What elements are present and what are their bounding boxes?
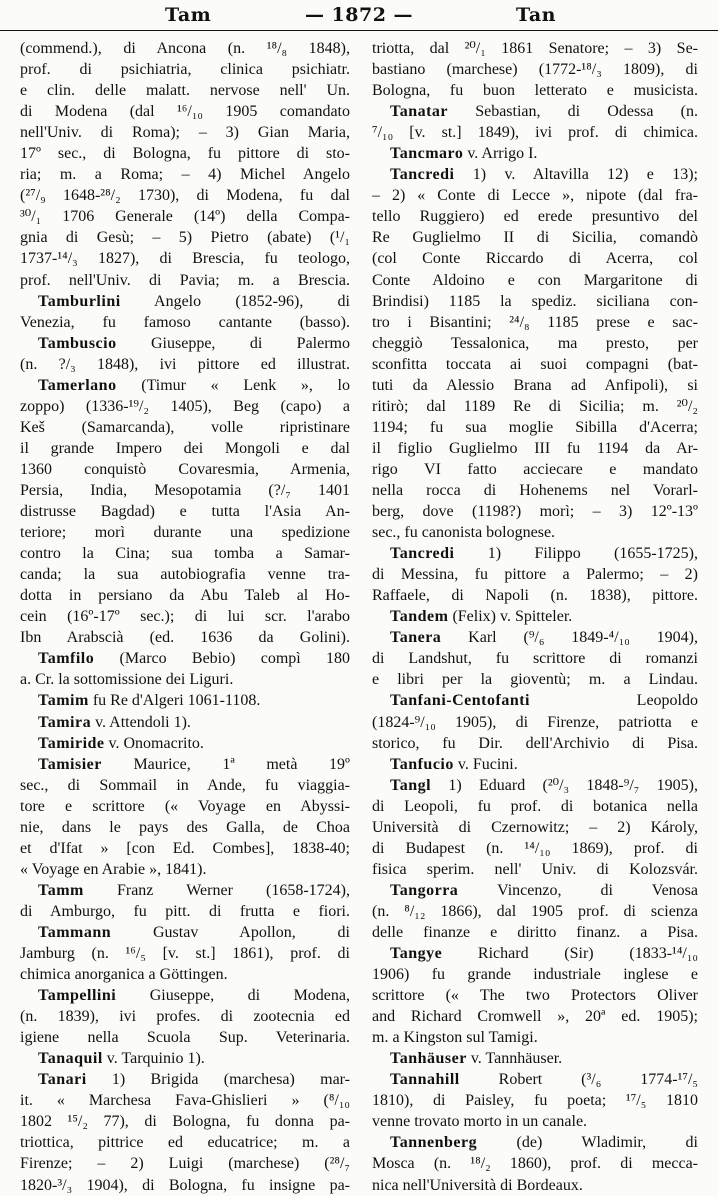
text-line: a. Cr. la sottomissione dei Liguri. (20, 671, 234, 689)
text-line: – 2) « Conte di Lecce », nipote (dal fra- (372, 187, 698, 205)
text-line: canda; la sua autobiografia venne tra- (20, 566, 350, 584)
entry-text: Angelo (1852-96), di (120, 292, 350, 310)
text-line: tello Ruggiero) ed erede presuntivo del (372, 208, 698, 226)
entry-headword: Tanaquil (38, 1050, 103, 1068)
text-line: 1820-³/₃ 1904), di Bologna, fu insigne pa- (20, 1176, 350, 1194)
text-line: di Messina, fu pittore a Palermo; – 2) (372, 566, 698, 584)
entry-headword: Tamira (38, 713, 92, 731)
text-line: venne trovato morto in un canale. (372, 1113, 588, 1131)
text-line: e clin. delle malatt. nervose nell' Un. (20, 82, 350, 100)
text-line (20, 690, 350, 711)
text-line: sconfitta toccata ai suoi compagni (bat- (372, 355, 698, 373)
text-line: (²⁷/₉ 1648-²⁸/₂ 1730), di Modena, fu dal (20, 187, 350, 205)
text-line: 1906) fu grande industriale inglese e (372, 966, 698, 984)
entry-text: v. Fucini. (453, 755, 518, 773)
text-line: Ibn Arabscià (ed. 1636 da Golini). (20, 629, 350, 647)
text-line: Venezia, fu famoso cantante (basso). (20, 313, 350, 331)
text-line: teriore; morì durante una spedizione (20, 524, 350, 542)
entry-headword: Tannahill (390, 1071, 460, 1089)
entry-text: Robert (³/₆ 1774-¹⁷/₅ (459, 1071, 698, 1089)
text-line: (n. ?/₃ 1848), ivi pittore ed illustrat. (20, 355, 350, 373)
entry-text: Richard (Sir) (1833-¹⁴/₁₀ (442, 945, 698, 963)
entry-headword: Tancmaro (390, 145, 464, 163)
right-column (372, 38, 698, 1196)
text-line: di Amburgo, fu pitt. di frutta e fiori. (20, 902, 350, 920)
entry-headword: Tamim (38, 692, 89, 710)
text-line (372, 775, 698, 796)
text-line: tuti da Alessio Brana ad Anfipoli), si (372, 376, 698, 394)
text-line (20, 1048, 350, 1069)
page-header (0, 0, 718, 31)
text-line: ria; m. a Roma; – 4) Michel Angelo (20, 166, 350, 184)
entry-text: fu Re d'Algeri 1061-1108. (88, 692, 261, 710)
entry-headword: Tanfani-Centofanti (390, 692, 530, 710)
entry-headword: Tamisier (38, 755, 102, 773)
text-line (20, 922, 350, 943)
entry-headword: Tandem (390, 608, 449, 626)
entry-text: (Felix) v. Spitteler. (448, 608, 573, 626)
text-line: Firenze; – 2) Luigi (marchese) (²⁸/₇ (20, 1155, 350, 1173)
text-line: 1360 conquistò Covaresmia, Armenia, (20, 460, 350, 478)
text-line: 1737-¹⁴/₃ 1827), di Brescia, fu teologo, (20, 250, 350, 268)
text-line: prof. di psichiatria, clinica psichiatr. (20, 61, 350, 79)
text-line (372, 1048, 698, 1069)
entry-headword: Tancredi (390, 166, 455, 184)
text-line: Università di Czernowitz; – 2) Károly, (372, 818, 698, 836)
text-line: contro la Cina; sua tomba a Samar- (20, 545, 350, 563)
entry-headword: Tangye (390, 945, 443, 963)
text-line (372, 1069, 698, 1090)
entry-text: 1) Eduard (²⁰/₃ 1848-⁹/₇ 1905), (431, 776, 698, 794)
text-line (372, 943, 698, 964)
entry-text: v. Arrigo I. (463, 145, 538, 163)
text-line: ³⁰/₁ 1706 Generale (14º) della Compa- (20, 208, 350, 226)
entry-headword: Tangorra (390, 881, 459, 899)
text-line: delle finanze e diritto finanz. a Pisa. (372, 923, 698, 941)
text-line: nell'Univ. di Roma); – 3) Gian Maria, (20, 124, 350, 142)
text-line: sec., di Sommail in Ande, fu viaggia- (20, 776, 350, 794)
text-line: prof. nell'Univ. di Pavia; m. a Brescia. (20, 271, 350, 289)
text-line: bastiano (marchese) (1772-¹⁸/₃ 1809), di (372, 61, 698, 79)
entry-headword: Tanera (390, 629, 442, 647)
text-line (20, 880, 350, 901)
text-line: il grande Impero dei Mongoli e dal (20, 439, 350, 457)
text-line: 1194; fu sua moglie Sibilla d'Acerra; (372, 418, 698, 436)
entry-text: v. Attendoli 1). (91, 713, 191, 731)
entry-headword: Tamerlano (38, 376, 117, 394)
text-line: Bologna, fu buon letterato e musicista. (372, 82, 698, 100)
entry-headword: Tamfilo (38, 650, 95, 668)
text-line (372, 1132, 698, 1153)
entry-text: v. Onomacrito. (104, 734, 204, 752)
text-line (20, 1069, 350, 1090)
entry-text: Giuseppe, di Modena, (116, 987, 350, 1005)
text-line (372, 754, 698, 775)
text-line: (col Conte Riccardo di Acerra, col (372, 250, 698, 268)
text-line: chimica anorganica a Göttingen. (20, 966, 228, 984)
text-line: Persia, India, Mesopotamia (?/₇ 1401 (20, 481, 350, 499)
entry-text: 1) Filippo (1655-1725), (454, 545, 698, 563)
text-line (372, 143, 698, 164)
entry-headword: Tammann (38, 923, 112, 941)
entry-text: Karl (⁹/₆ 1849-⁴/₁₀ 1904), (441, 629, 698, 647)
text-line (20, 648, 350, 669)
text-line (372, 690, 698, 711)
text-line (372, 880, 698, 901)
entry-headword: Tampellini (38, 987, 117, 1005)
text-line (372, 543, 698, 564)
entry-text: (de) Wladimir, di (477, 1134, 698, 1152)
text-line: Brindisi) 1185 la spediz. siciliana con- (372, 292, 698, 310)
text-line: zoppo) (1336-¹⁹/₂ 1405), Beg (capo) a (20, 397, 350, 415)
text-line: ritirò; dal 1189 Re di Sicilia; m. ²⁰/₂ (372, 397, 698, 415)
text-line: fisica sperim. nell' Univ. di Kolozsvár. (372, 860, 698, 878)
text-line (20, 733, 350, 754)
text-line (20, 712, 350, 733)
text-line: and Richard Cromwell », 20ª ed. 1905); (372, 1008, 698, 1026)
text-line: distrusse Bagdad) e tutta l'Asia An- (20, 503, 350, 521)
text-line: Jamburg (n. ¹⁶/₅ [v. st.] 1861), prof. di (20, 945, 350, 963)
text-line (20, 375, 350, 396)
entry-headword: Tanari (38, 1071, 87, 1089)
entry-text: Maurice, 1ª metà 19º (101, 755, 350, 773)
text-line: tro i Bisantini; ²⁴/₈ 1185 prese e sac- (372, 313, 698, 331)
text-line (20, 985, 350, 1006)
text-line: cheggiò Tessalonica, ma presto, per (372, 334, 698, 352)
text-line: Re Guglielmo II di Sicilia, comandò (372, 229, 698, 247)
text-line: berg, dove (1198?) morì; – 3) 12º-13º (372, 503, 698, 521)
text-line: cein (16º-17º sec.); di lui scr. l'arabo (20, 608, 350, 626)
text-line (372, 101, 698, 122)
text-line: (n. 1839), ivi profes. di zootecnia ed (20, 1008, 350, 1026)
entry-text: (Timur « Lenk », lo (116, 376, 350, 394)
text-line (20, 754, 350, 775)
text-line: Keš (Samarcanda), volle ripristinare (20, 418, 350, 436)
text-line: nie, dans le pays des Galla, de Choa (20, 818, 350, 836)
entry-headword: Tanatar (390, 103, 449, 121)
text-line: triotta, dal ²⁰/₁ 1861 Senatore; – 3) Se- (372, 40, 698, 57)
text-line: Conte Aldoino e con Margaritone di (372, 271, 698, 289)
entry-text: v. Tarquinio 1). (102, 1050, 205, 1068)
entry-headword: Tambuscio (38, 334, 117, 352)
page-number: — 1872 — (304, 4, 414, 26)
entry-text: Sebastian, di Odessa (n. (448, 103, 698, 121)
entry-headword: Tamburlini (38, 292, 121, 310)
entry-text: Leopoldo (529, 692, 698, 710)
text-line: di Leopoli, fu prof. di botanica nella (372, 797, 698, 815)
text-line: 1802 ¹⁵/₂ 77), di Bologna, fu donna pa- (20, 1113, 350, 1131)
text-line (20, 291, 350, 312)
text-line: tore e scrittore (« Voyage en Abyssi- (20, 797, 350, 815)
text-line: storico, fu Dir. dell'Archivio di Pisa. (372, 734, 698, 752)
text-line: di Modena (dal ¹⁶/₁₀ 1905 comandato (20, 103, 350, 121)
text-line: et d'Ifat » [con Ed. Combes], 1838-40; (20, 839, 350, 857)
text-line: m. a Kingston sul Tamigi. (372, 1029, 538, 1047)
text-line: (1824-⁹/₁₀ 1905), di Firenze, patriotta e (372, 713, 698, 731)
entry-headword: Tannenberg (390, 1134, 478, 1152)
text-line: triottica, pittrice ed educatrice; m. a (20, 1134, 350, 1152)
text-line: Raffaele, di Napoli (n. 1838), pittore. (372, 587, 698, 605)
entry-text: (Marco Bebio) compì 180 (94, 650, 350, 668)
text-line: ⁷/₁₀ [v. st.] 1849), ivi prof. di chimica. (372, 124, 698, 142)
text-line: nica nell'Università di Bordeaux. (372, 1176, 583, 1194)
text-line: « Voyage en Arabie », 1841). (20, 860, 207, 878)
entry-text: Vincenzo, di Venosa (458, 881, 698, 899)
text-line: e libri per la gioventù; m. a Lindau. (372, 671, 698, 689)
text-line (372, 606, 698, 627)
entry-text: 1) v. Altavilla 12) e 13); (454, 166, 698, 184)
text-line: il figlio Guglielmo III fu 1194 da Ar- (372, 439, 698, 457)
entry-headword: Tanfucio (390, 755, 454, 773)
entry-headword: Tamiride (38, 734, 105, 752)
entry-text: 1) Brigida (marchesa) mar- (86, 1071, 350, 1089)
running-head-left: Tam (165, 4, 212, 26)
entry-headword: Tangl (390, 776, 432, 794)
text-line: dotta in persiano da Abu Taleb al Ho- (20, 587, 350, 605)
text-line: igiene nella Scuola Sup. Veterinaria. (20, 1029, 350, 1047)
text-line: gnia di Gesù; – 5) Pietro (abate) (¹/₁ (20, 229, 350, 247)
running-head-right: Tan (516, 4, 556, 26)
text-line: scrittore (« The two Protectors Oliver (372, 987, 698, 1005)
entry-headword: Tamm (38, 881, 84, 899)
text-line: 1810), di Paisley, fu poeta; ¹⁷/₅ 1810 (372, 1092, 698, 1110)
entry-text: v. Tannhäuser. (466, 1050, 563, 1068)
text-line: di Budapest (n. ¹⁴/₁₀ 1869), prof. di (372, 839, 698, 857)
entry-text: Giuseppe, di Palermo (116, 334, 350, 352)
text-line: 17º sec., di Bologna, fu pittore di sto- (20, 145, 350, 163)
text-line: (n. ⁸/₁₂ 1866), dal 1905 prof. di scienza (372, 902, 698, 920)
text-line: it. « Marchesa Fava-Ghislieri » (⁸/₁₀ (20, 1092, 350, 1110)
text-line: Mosca (n. ¹⁸/₂ 1860), prof. di mecca- (372, 1155, 698, 1173)
text-line: di Landshut, fu scrittore di romanzi (372, 650, 698, 668)
text-line: sec., fu canonista bolognese. (372, 524, 556, 542)
text-line: nella rocca di Hohenems nel Vorarl- (372, 481, 698, 499)
text-line (372, 627, 698, 648)
text-line (372, 164, 698, 185)
text-line (20, 333, 350, 354)
text-line: (commend.), di Ancona (n. ¹⁸/₈ 1848), (20, 40, 350, 57)
entry-headword: Tancredi (390, 545, 455, 563)
entry-headword: Tanhäuser (390, 1050, 467, 1068)
entry-text: Gustav Apollon, di (111, 923, 350, 941)
left-column (20, 38, 350, 1196)
entry-text: Franz Werner (1658-1724), (83, 881, 350, 899)
text-line: rigo VI fatto acciecare e mandato (372, 460, 698, 478)
